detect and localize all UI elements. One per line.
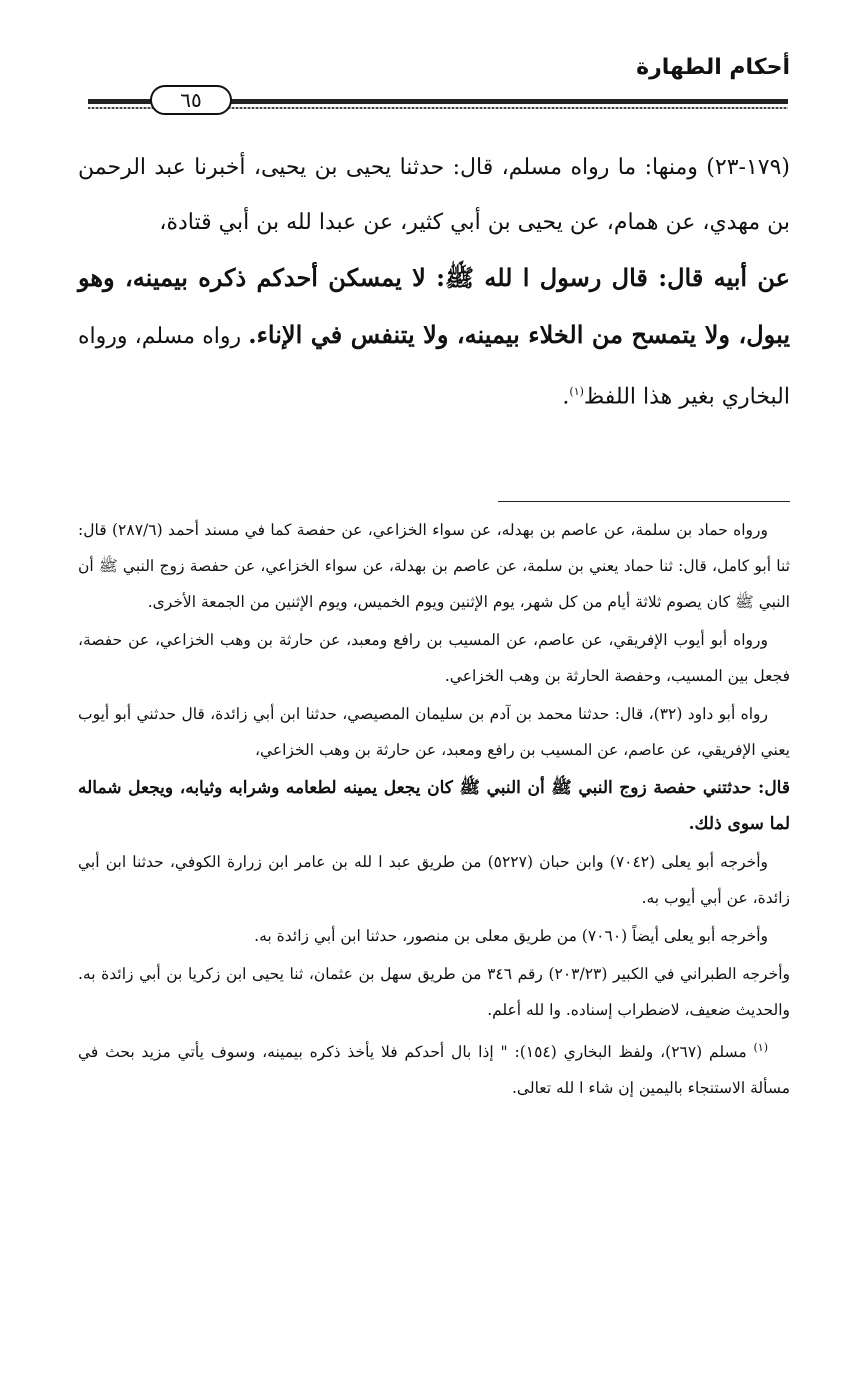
main-line-2: عبد الرحمن بن مهدي، عن همام، عن يحيى بن أبي كثير، عن عبدا لله بن أبي bbox=[78, 155, 790, 235]
footnote-marker: (١) bbox=[753, 1041, 768, 1054]
note-paragraph: وأخرجه الطبراني في الكبير (٢٠٣/٢٣) رقم ٣٤٦ من طريق سهل بن عثمان، ثنا يحيى ابن زكريا بن أبي زائدة به. والحديث ضعيف، لاضطراب إسناده. وا لله أعلم. bbox=[78, 965, 790, 1019]
note-bold-hadith: قال: حدثتني حفصة زوج النبي ﷺ أن النبي ﷺ كان يجعل يمينه لطعامه وشرابه وثيابه، ويجعل شماله لما سوى ذلك. bbox=[78, 778, 790, 834]
hadith-text: عن أبيه قال: قال رسول ا لله ﷺ: لا يمسكن أحدكم ذكره بيمينه، وهو يبول، ولا يتمسح من الخلاء بيمينه، ولا يتنفس في الإناء. bbox=[78, 263, 791, 349]
main-line-1: (١٧٩-٢٣) ومنها: ما رواه مسلم، قال: حدثنا يحيى بن يحيى، أخبرنا bbox=[194, 155, 791, 180]
footnote-separator bbox=[498, 501, 790, 502]
footnote bbox=[78, 1030, 790, 1106]
main-line bbox=[78, 140, 790, 250]
hadith-attribution: رواه مسلم، bbox=[134, 324, 249, 349]
page-number: ٦٥ bbox=[150, 85, 232, 115]
hadith-paragraph bbox=[78, 250, 790, 424]
note-paragraph: ورواه أبو أيوب الإفريقي، عن عاصم، عن المسيب بن رافع ومعبد، عن حارثة بن وهب الخزاعي، عن حفصة، فجعل بين المسيب، وحفصة الحارثة بن وهب الخزاعي. bbox=[78, 631, 790, 685]
note-paragraph: ورواه حماد بن سلمة، عن عاصم بن بهدله، عن سواء الخزاعي، عن حفصة كما في مسند أحمد (٢٨٧/٦) قال: ثنا أبو كامل، قال: ثنا حماد يعني بن سلمة، عن عاصم بن بهدلة، عن سواء الخزاعي، عن حفصة زوج النبي ﷺ أن النبي ﷺ كان يصوم ثلاثة أيام من كل شهر، يوم الإثنين ويوم الخميس، ويوم الإثنين من الجمعة الأخرى. bbox=[78, 521, 790, 611]
main-line-3: قتادة، bbox=[159, 210, 212, 235]
main-text bbox=[78, 140, 790, 424]
note-paragraph: وأخرجه أبو يعلى أيضاً (٧٠٦٠) من طريق معلى بن منصور، حدثنا ابن أبي زائدة به. bbox=[254, 927, 768, 945]
note-paragraph: رواه أبو داود (٣٢)، قال: حدثنا محمد بن آدم بن سليمان المصيصي، حدثنا ابن أبي زائدة، قال حدثني أبو أيوب يعني الإفريقي، عن عاصم، عن المسيب بن رافع ومعبد، عن حارثة بن وهب الخزاعي، bbox=[78, 705, 790, 759]
last-line: ورواه البخاري بغير هذا اللفظ bbox=[78, 324, 790, 410]
note-paragraph: وأخرجه أبو يعلى (٧٠٤٢) وابن حبان (٥٢٢٧) من طريق عبد ا لله بن عامر ابن زرارة الكوفي، حدثنا ابن أبي زائدة، عن أبي أيوب به. bbox=[78, 853, 790, 907]
notes-block bbox=[78, 512, 790, 1108]
running-title: أحكام الطهارة bbox=[636, 55, 790, 80]
footnote-text: مسلم (٢٦٧)، ولفظ البخاري (١٥٤): " إذا بال أحدكم فلا يأخذ ذكره بيمينه، وسوف يأتي مزيد بحث في مسألة الاستنجاء باليمين إن شاء ا لله تعالى. bbox=[78, 1043, 790, 1098]
footnote-reference: (١) bbox=[569, 385, 584, 398]
last-line-end: . bbox=[562, 384, 570, 410]
